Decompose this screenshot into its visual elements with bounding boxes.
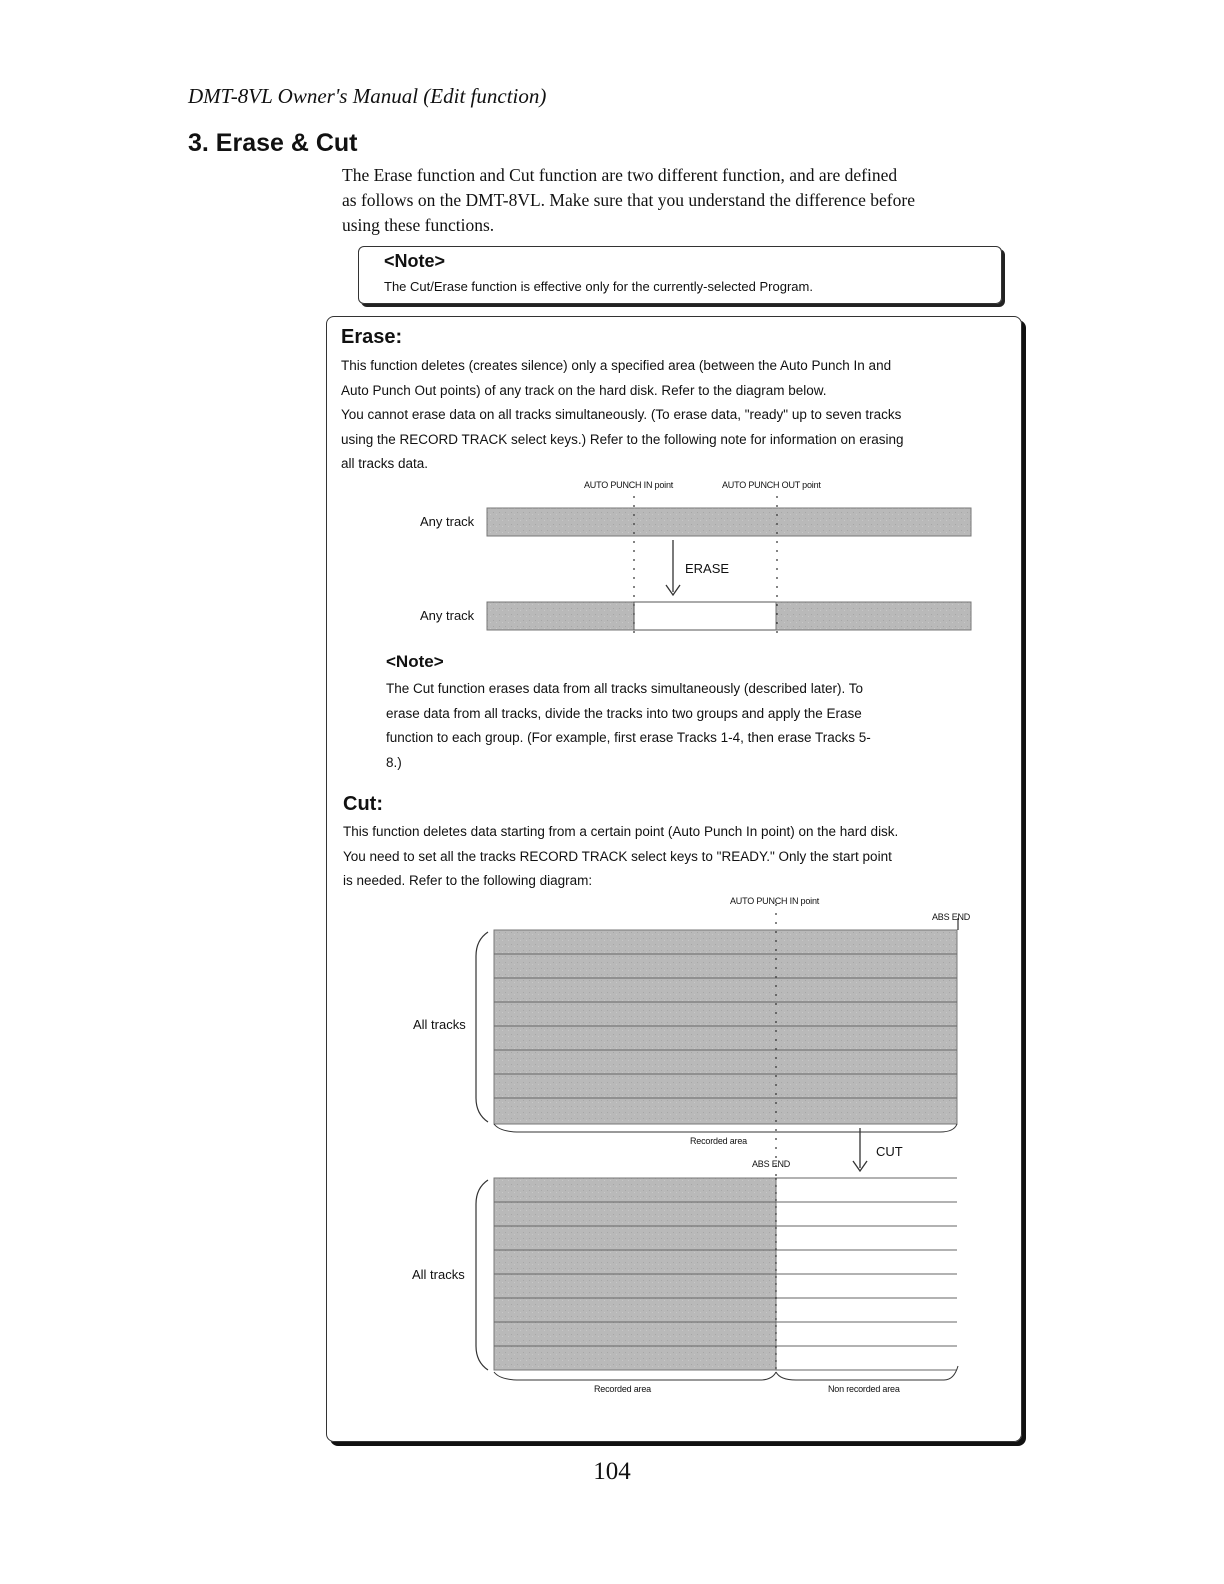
intro-line: The Erase function and Cut function are two different function, and are defined <box>342 165 898 185</box>
cut-line: You need to set all the tracks RECORD TRACK select keys to "READY." Only the start point <box>343 848 892 864</box>
cut-bottom-bracket <box>476 1180 488 1370</box>
cut-recorded-brace-bottom <box>494 1372 776 1380</box>
erase-note-title: <Note> <box>386 652 444 671</box>
cut-heading: Cut: <box>343 793 383 815</box>
section-title: 3. Erase & Cut <box>188 129 358 157</box>
cut-recorded-brace-top <box>494 1124 957 1132</box>
cut-non-recorded-bottom-label: Non recorded area <box>828 1384 900 1394</box>
erase-line: all tracks data. <box>341 456 429 471</box>
erase-track-bar-bottom-left <box>487 602 634 630</box>
page-number: 104 <box>593 1458 631 1485</box>
erase-non-recorded-area <box>634 602 776 630</box>
cut-action-label: CUT <box>876 1144 903 1159</box>
erase-heading: Erase: <box>341 326 403 348</box>
erase-note-line: The Cut function erases data from all tracks simultaneously (described later). To <box>386 681 863 696</box>
running-header: DMT-8VL Owner's Manual (Edit function) <box>188 84 547 108</box>
erase-note-line: function to each group. (For example, first erase Tracks 1-4, then erase Tracks 5- <box>386 730 871 745</box>
cut-recorded-area-bottom-label: Recorded area <box>594 1384 651 1394</box>
cut-line: is needed. Refer to the following diagram: <box>343 873 593 888</box>
erase-track-label-bottom: Any track <box>420 608 475 623</box>
cut-recorded-area-top-label: Recorded area <box>690 1136 747 1146</box>
erase-track-bar-bottom-right <box>776 602 971 630</box>
erase-line: using the RECORD TRACK select keys.) Refer to the following note for information on erasing <box>341 431 904 447</box>
cut-line: This function deletes data starting from a certain point (Auto Punch In point) on the hard disk. <box>343 824 899 839</box>
cut-all-tracks-bottom-label: All tracks <box>412 1267 465 1282</box>
cut-top-tracks-block <box>494 930 957 1124</box>
erase-punch-out-label: AUTO PUNCH OUT point <box>722 480 821 490</box>
cut-punch-in-label: AUTO PUNCH IN point <box>730 896 820 906</box>
erase-line: You cannot erase data on all tracks simultaneously. (To erase data, "ready" up to seven tracks <box>341 407 902 422</box>
cut-abs-end-top-label: ABS END <box>932 912 971 922</box>
cut-all-tracks-top-label: All tracks <box>413 1017 466 1032</box>
erase-track-label-top: Any track <box>420 514 475 529</box>
cut-diagram <box>476 904 958 1380</box>
erase-line: This function deletes (creates silence) only a specified area (between the Auto Punch In and <box>341 358 892 373</box>
erase-punch-in-label: AUTO PUNCH IN point <box>584 480 674 490</box>
erase-note-line: 8.) <box>386 754 402 770</box>
erase-action-label: ERASE <box>685 561 730 576</box>
erase-line: Auto Punch Out points) of any track on the hard disk. Refer to the diagram below. <box>341 382 827 398</box>
cut-non-recorded-brace-bottom <box>776 1366 958 1380</box>
cut-abs-end-bottom-label: ABS END <box>752 1159 791 1169</box>
top-note-text: The Cut/Erase function is effective only for the currently-selected Program. <box>384 279 813 294</box>
top-note-title: <Note> <box>384 251 446 271</box>
erase-track-bar-top <box>487 508 971 536</box>
erase-diagram <box>487 496 971 636</box>
intro-line: as follows on the DMT-8VL. Make sure that you understand the difference before <box>342 190 915 210</box>
erase-note-line: erase data from all tracks, divide the tracks into two groups and apply the Erase <box>386 705 862 721</box>
intro-line: using these functions. <box>342 215 495 235</box>
cut-top-bracket <box>476 932 488 1122</box>
